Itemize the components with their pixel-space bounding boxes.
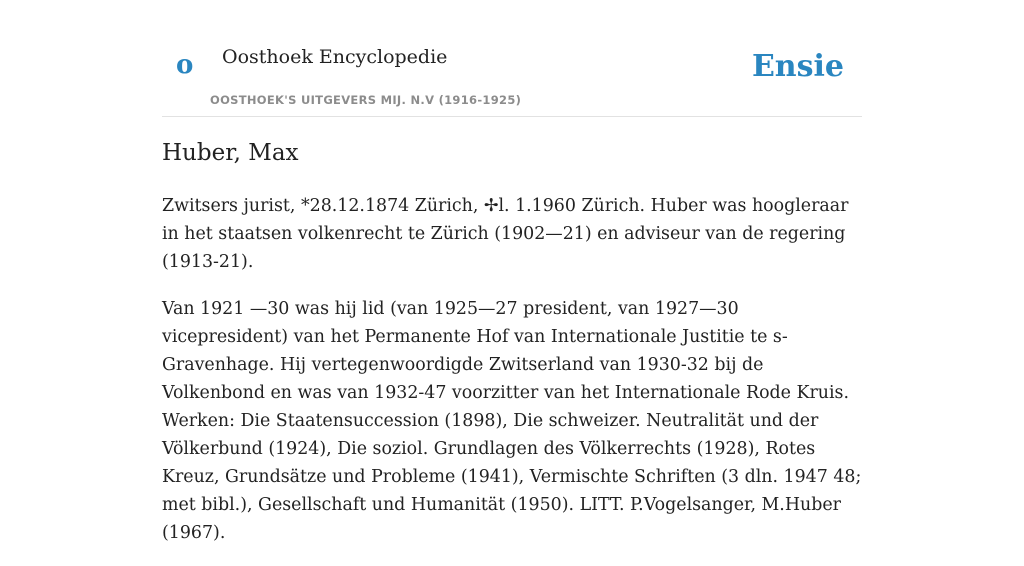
entry-title: Huber, Max xyxy=(162,140,299,166)
entry-paragraph: Van 1921 —30 was hij lid (van 1925—27 president, van 1927—30 vicepresident) van het Permanente Hof van Internationale Justitie te s-Gravenhage. Hij vertegenwoordigde Zwitserland van 1930-32 bij de Volkenbond en was van 1932-47 voorzitter van het Internationale Rode Kruis. Werken: Die Staatensuccession (1898), Die schweizer. Neutralität und der Völkerbund (1924), Die soziol. Grundlagen des Völkerrechts (1928), Rotes Kreuz, Grundsätze und Probleme (1941), Vermischte Schriften (3 dln. 1947 48; met bibl.), Gesellschaft und Humanität (1950). LITT. P.Vogelsanger, M.Huber (1967). xyxy=(162,299,862,543)
ensie-brand-link[interactable]: Ensie xyxy=(751,49,844,84)
entry-body xyxy=(162,192,862,566)
logo-icon[interactable]: o xyxy=(176,50,194,80)
site-name-link[interactable]: Oosthoek Encyclopedie xyxy=(222,46,448,68)
site-header xyxy=(162,0,862,117)
entry-paragraph: Zwitsers jurist, *28.12.1874 Zürich, ✢l. 1.1960 Zürich. Huber was hoogleraar in het staatsen volkenrecht te Zürich (1902—21) en adviseur van de regering (1913-21). xyxy=(162,196,849,272)
publisher-label: OOSTHOEK'S UITGEVERS MIJ. N.V (1916-1925) xyxy=(210,93,522,107)
